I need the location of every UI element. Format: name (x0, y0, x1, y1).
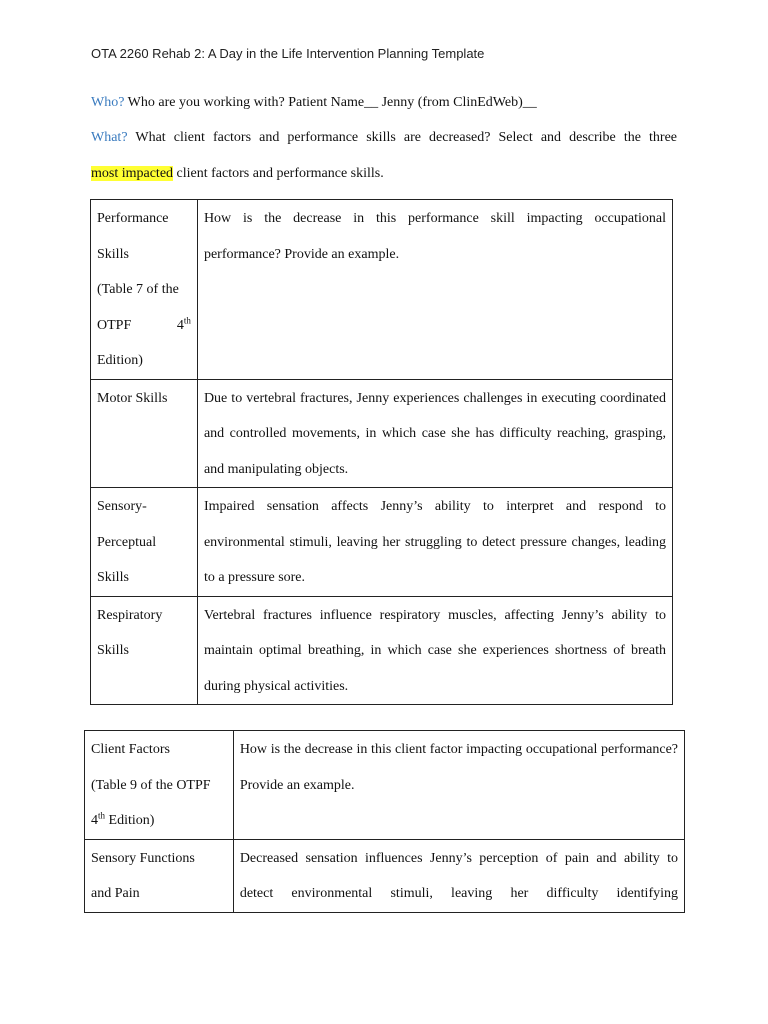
skill-cell: Motor Skills (91, 379, 198, 488)
header-text: Edition) (97, 353, 143, 368)
skill-text: Sensory- (97, 499, 147, 514)
header-text: 4 (176, 317, 184, 333)
who-line (91, 93, 677, 113)
skill-text: Skills (97, 643, 129, 658)
header-text: How is the decrease in this client factor impacting occupational performance? Provide an example. (239, 742, 678, 793)
description-cell (197, 488, 672, 597)
table-row (91, 379, 673, 488)
performance-skills-table (90, 199, 673, 705)
table-row (85, 839, 685, 912)
skill-cell (91, 488, 198, 597)
description-text: Vertebral fractures influence respiratory muscles, affecting Jenny’s ability to maintain optimal breathing, in which case she experiences shortness of breath during physical activities. (203, 607, 666, 694)
factor-cell (85, 839, 234, 912)
who-label: Who? (91, 95, 125, 110)
table-row (91, 488, 673, 597)
skill-text: Perceptual (97, 534, 157, 550)
what-text-1: What client factors and performance skills are decreased? Select and describe the three (127, 130, 677, 145)
header-text: Client Factors (91, 742, 170, 757)
skill-text: Respiratory (97, 607, 163, 623)
header-text (97, 308, 191, 344)
header-cell-skill (91, 200, 198, 380)
header-text (91, 803, 227, 839)
highlighted-text: most impacted (91, 166, 174, 181)
header-text: Skills (97, 246, 129, 262)
header-text: Performance (97, 211, 169, 226)
header-text: How is the decrease in this performance skill impacting occupational performance? Provide an example. (203, 211, 666, 262)
client-factors-table (84, 730, 685, 913)
description-cell (197, 596, 672, 705)
header-text: 4 (91, 813, 98, 828)
what-label: What? (91, 130, 128, 145)
factor-text: Sensory Functions (91, 850, 195, 866)
superscript: th (98, 810, 106, 821)
document-header: OTA 2260 Rehab 2: A Day in the Life Intervention Planning Template (91, 46, 485, 61)
skill-text: Skills (97, 570, 129, 585)
table-header-row (85, 731, 685, 840)
header-cell-factor (85, 731, 234, 840)
header-text: (Table 9 of the OTPF (91, 777, 211, 793)
what-line-1 (91, 128, 677, 148)
description-text: Decreased sensation influences Jenny’s perception of pain and ability to detect environmental stimuli, leaving her difficulty identifying (239, 850, 678, 901)
description-cell (197, 379, 672, 488)
table-header-row (91, 200, 673, 380)
table-row (91, 596, 673, 705)
description-text: Impaired sensation affects Jenny’s ability to interpret and respond to environmental stimuli, leaving her struggling to detect pressure changes, leading to a pressure sore. (203, 499, 666, 585)
who-text: Who are you working with? Patient Name__ Jenny (from ClinEdWeb)__ (124, 95, 537, 110)
header-cell-impact (197, 200, 672, 380)
factor-text: and Pain (91, 886, 140, 901)
what-text-2: client factors and performance skills. (173, 166, 384, 181)
header-text: OTPF (97, 317, 132, 333)
description-cell (233, 839, 684, 912)
header-cell-impact (233, 731, 684, 840)
header-text: Edition) (105, 813, 155, 828)
skill-cell (91, 596, 198, 705)
description-text: Due to vertebral fractures, Jenny experiences challenges in executing coordinated and controlled movements, in which case she has difficulty reaching, grasping, and manipulating objects. (203, 390, 666, 477)
what-line-2 (91, 164, 677, 184)
superscript: th (183, 314, 191, 325)
header-text: (Table 7 of the (97, 282, 179, 297)
